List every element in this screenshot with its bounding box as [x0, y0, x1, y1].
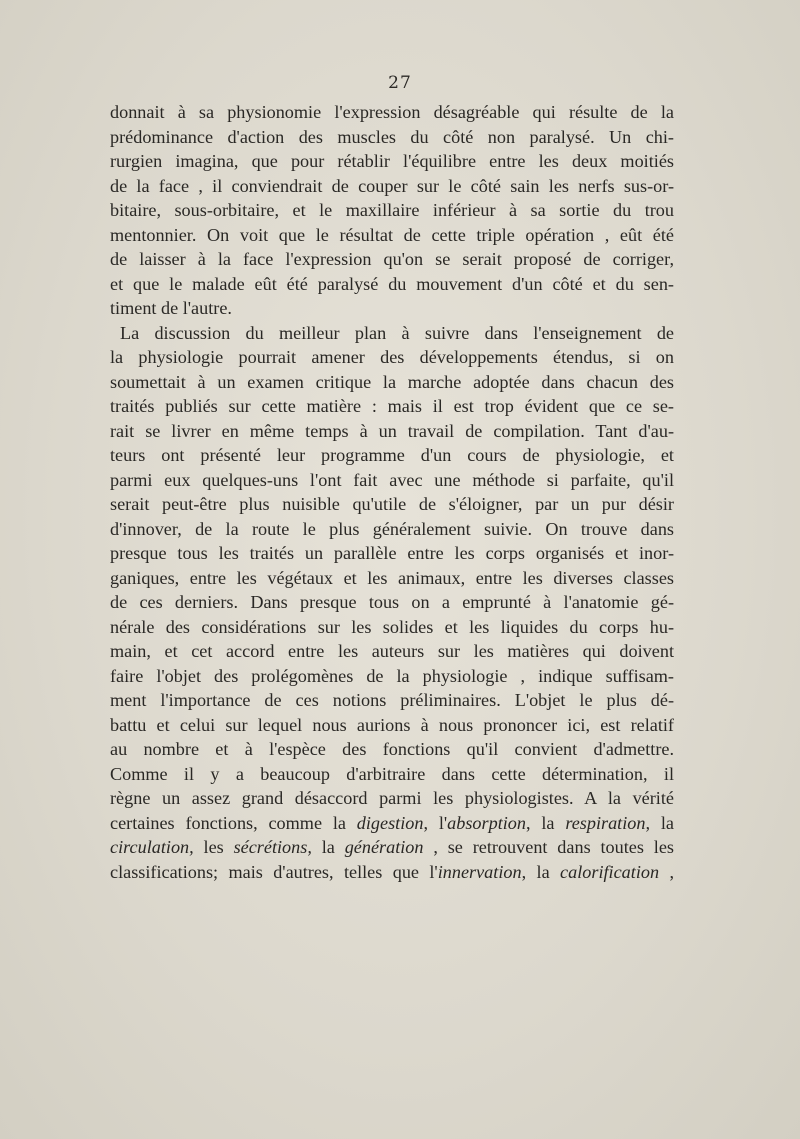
text-segment: prédominance d'action des muscles du côté non paralysé. Un chi-	[110, 126, 674, 147]
text-line	[110, 370, 674, 395]
text-segment: soumettait à un examen critique la marche adoptée dans chacun des	[110, 371, 674, 392]
body-text	[110, 100, 674, 884]
text-segment: certaines fonctions, comme la	[110, 812, 357, 833]
page-number: 27	[388, 73, 412, 93]
text-segment: donnait à sa physionomie l'expression désagréable qui résulte de la	[110, 102, 674, 122]
text-segment: , la	[526, 812, 566, 833]
text-line	[110, 590, 674, 615]
text-line	[110, 615, 674, 640]
text-segment: au nombre et à l'espèce des fonctions qu'il convient d'admettre.	[110, 739, 674, 759]
text-line	[110, 100, 674, 125]
text-line	[110, 541, 674, 566]
text-line	[110, 419, 674, 444]
text-segment: teurs ont présenté leur programme d'un cours de physiologie, et	[110, 445, 674, 465]
text-line	[110, 443, 674, 468]
text-segment: de la face , il conviendrait de couper sur le côté sain les nerfs sus-or-	[110, 175, 674, 196]
text-segment: traités publiés sur cette matière : mais il est trop évident que ce se-	[110, 396, 674, 416]
text-line	[110, 835, 674, 860]
text-segment: , l'	[423, 812, 448, 833]
text-segment: la	[650, 812, 674, 833]
text-line	[110, 149, 674, 174]
text-segment: de laisser à la face l'expression qu'on se serait proposé de corriger,	[110, 249, 674, 269]
text-line	[110, 762, 674, 787]
text-segment: parmi eux quelques-uns l'ont fait avec une méthode si parfaite, qu'il	[110, 469, 674, 490]
text-segment: , se retrouvent dans toutes les	[423, 837, 674, 857]
italic-term: absorption	[447, 812, 526, 833]
text-line	[110, 247, 674, 272]
text-segment: Comme il y a beaucoup d'arbitraire dans cette détermination, il	[110, 763, 674, 784]
text-line	[110, 125, 674, 150]
italic-term: circulation,	[110, 837, 194, 857]
text-line	[110, 272, 674, 297]
text-segment: faire l'objet des prolégomènes de la physiologie , indique suffisam-	[110, 665, 674, 686]
text-segment: ment l'importance de ces notions préliminaires. L'objet le plus dé-	[110, 690, 674, 710]
text-line	[110, 639, 674, 664]
text-segment: battu et celui sur lequel nous aurions à nous prononcer ici, est relatif	[110, 714, 674, 735]
text-line	[110, 566, 674, 591]
text-line	[110, 321, 674, 346]
text-line	[110, 394, 674, 419]
text-line	[110, 345, 674, 370]
text-segment: serait peut-être plus nuisible qu'utile de s'éloigner, par un pur désir	[110, 494, 674, 514]
italic-term: innervation	[437, 861, 522, 882]
text-line	[110, 223, 674, 248]
italic-term: génération	[344, 837, 424, 857]
text-segment: mentonnier. On voit que le résultat de cette triple opération , eût été	[110, 224, 674, 245]
text-line	[110, 688, 674, 713]
text-line	[110, 296, 674, 321]
text-line	[110, 664, 674, 689]
text-segment: rurgien imagina, que pour rétablir l'équilibre entre les deux moitiés	[110, 151, 674, 171]
text-segment: rait se livrer en même temps à un travail de compilation. Tant d'au-	[110, 420, 674, 441]
text-line	[110, 860, 674, 885]
text-segment: la physiologie pourrait amener des développements étendus, si on	[110, 347, 674, 367]
text-segment: classifications; mais d'autres, telles que l'	[110, 861, 438, 882]
text-segment: ,	[659, 861, 674, 882]
text-line	[110, 198, 674, 223]
italic-term: digestion	[356, 812, 424, 833]
italic-term: respiration,	[565, 812, 651, 833]
text-line	[110, 492, 674, 517]
text-line	[110, 737, 674, 762]
text-line	[110, 811, 674, 836]
text-line	[110, 468, 674, 493]
text-line	[110, 713, 674, 738]
text-segment: règne un assez grand désaccord parmi les physiologistes. A la vérité	[110, 788, 674, 808]
text-line	[110, 174, 674, 199]
text-line	[110, 517, 674, 542]
text-segment: et que le malade eût été paralysé du mouvement d'un côté et du sen-	[110, 273, 674, 294]
text-segment: la	[311, 837, 345, 857]
text-segment: , la	[521, 861, 561, 882]
text-segment: nérale des considérations sur les solides et les liquides du corps hu-	[110, 616, 674, 637]
text-segment: d'innover, de la route le plus généralement suivie. On trouve dans	[110, 518, 674, 539]
text-segment: ganiques, entre les végétaux et les animaux, entre les diverses classes	[110, 567, 674, 588]
text-line	[110, 786, 674, 811]
italic-term: sécrétions,	[233, 837, 312, 857]
text-segment: de ces derniers. Dans presque tous on a emprunté à l'anatomie gé-	[110, 592, 674, 612]
text-segment: La discussion du meilleur plan à suivre dans l'enseignement de	[120, 322, 674, 343]
text-segment: main, et cet accord entre les auteurs sur les matières qui doivent	[110, 641, 674, 661]
text-segment: les	[193, 837, 234, 857]
text-segment: presque tous les traités un parallèle entre les corps organisés et inor-	[110, 543, 674, 563]
text-segment: bitaire, sous-orbitaire, et le maxillaire inférieur à sa sortie du trou	[110, 200, 674, 220]
italic-term: calorification	[560, 861, 660, 882]
text-segment: timent de l'autre.	[110, 298, 232, 318]
